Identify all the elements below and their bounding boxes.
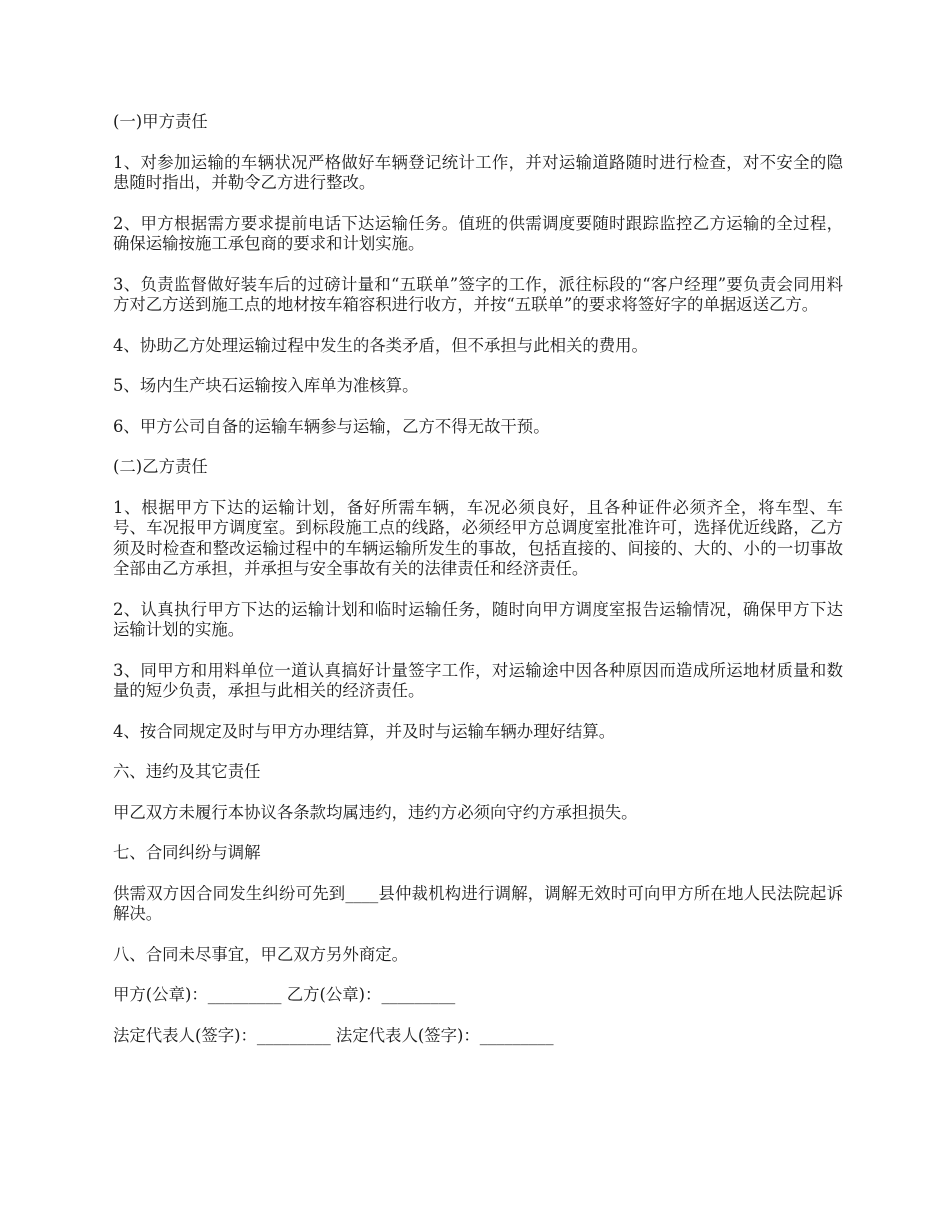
party-b-clause-1: 1、根据甲方下达的运输计划，备好所需车辆，车况必须良好，且各种证件必须齐全，将车型、车号、车况报甲方调度室。到标段施工点的线路，必须经甲方总调度室批准许可，选择优近线路，乙方须及时检查和整改运输过程中的车辆运输所发生的事故，包括直接的、间接的、大的、小的一切事故全部由乙方承担，并承担与安全事故有关的法律责任和经济责任。 — [113, 497, 843, 578]
section-heading-party-a: (一)甲方责任 — [113, 112, 208, 131]
party-a-clause-1: 1、对参加运输的车辆状况严格做好车辆登记统计工作，并对运输道路随时进行检查，对不安全的隐患随时指出，并勒令乙方进行整改。 — [113, 152, 843, 192]
party-a-clause-2: 2、甲方根据需方要求提前电话下达运输任务。值班的供需调度要随时跟踪监控乙方运输的全过程，确保运输按施工承包商的要求和计划实施。 — [113, 213, 843, 253]
party-a-clause-5: 5、场内生产块石运输按入库单为准核算。 — [113, 376, 419, 395]
section-heading-breach: 六、违约及其它责任 — [113, 762, 261, 781]
party-b-clause-2: 2、认真执行甲方下达的运输计划和临时运输任务，随时向甲方调度室报告运输情况，确保甲方下达运输计划的实施。 — [113, 599, 843, 639]
party-a-clause-6: 6、甲方公司自备的运输车辆参与运输，乙方不得无故干预。 — [113, 416, 550, 436]
seal-line: 甲方(公章)：_________ 乙方(公章)：_________ — [113, 985, 456, 1004]
section-heading-party-b: (二)乙方责任 — [113, 457, 208, 476]
party-a-clause-4: 4、协助乙方处理运输过程中发生的各类矛盾，但不承担与此相关的费用。 — [113, 335, 648, 355]
signature-line: 法定代表人(签字)：_________ 法定代表人(签字)：_________ — [113, 1025, 554, 1045]
dispute-clause: 供需双方因合同发生纠纷可先到____县仲裁机构进行调解，调解无效时可向甲方所在地人民法院起诉解决。 — [113, 883, 843, 923]
party-b-clause-3: 3、同甲方和用料单位一道认真搞好计量签字工作，对运输途中因各种原因而造成所运地材质量和数量的短少负责，承担与此相关的经济责任。 — [113, 660, 843, 700]
breach-clause: 甲乙双方未履行本协议各条款均属违约，违约方必须向守约方承担损失。 — [113, 802, 638, 822]
party-a-clause-3: 3、负责监督做好装车后的过磅计量和“五联单”签字的工作，派往标段的“客户经理”要负责会同用料方对乙方送到施工点的地材按车箱容积进行收方，并按“五联单”的要求将签好字的单据返送乙方。 — [113, 274, 843, 314]
party-b-clause-4: 4、按合同规定及时与甲方办理结算，并及时与运输车辆办理好结算。 — [113, 721, 616, 741]
section-heading-dispute: 七、合同纠纷与调解 — [113, 843, 261, 862]
document-body — [113, 112, 843, 1046]
section-heading-misc: 八、合同未尽事宜，甲乙双方另外商定。 — [113, 944, 409, 964]
